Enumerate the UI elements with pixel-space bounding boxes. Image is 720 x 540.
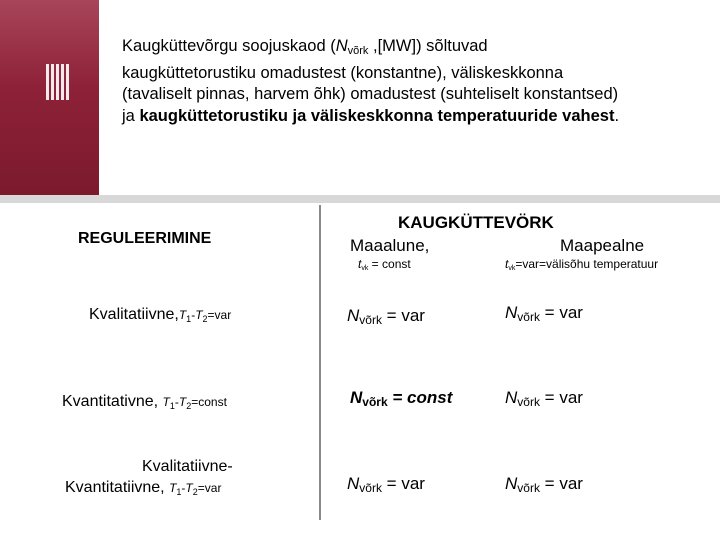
header-divider: [0, 195, 720, 203]
row-combined-label-line1: Kvalitatiivne-: [142, 458, 233, 475]
underground-temp-note: $t_{vk}$ = const: [358, 257, 411, 272]
row-quality-underground: $N_{võrk}$ = var: [347, 306, 425, 327]
university-logo-icon: [46, 64, 68, 100]
row-quantity-underground: $N_{võrk}$ = const: [350, 388, 453, 409]
aboveground-temp-note: $t_{vk}=var=välisõhu$ temperatuur: [505, 257, 659, 272]
row-quantity-label: Kvantitativne, $T_1-T_2=const$: [62, 393, 227, 411]
column-aboveground: Maapealne: [560, 236, 645, 255]
row-quality-label: $Kvalitatiivne,T_1-T_2=var$: [89, 306, 232, 324]
accent-bar: [0, 0, 99, 195]
intro-text: Kaugküttevõrgu soojuskaod ($N_{võrk}$ ,[MW]) sõltuvad kaugküttetorustiku omadustest (konstantne), väliskeskkonna (tavaliselt pinnas, harvem õhk) omadustest (suhteliselt konstantsed) ja kaugküttetorustiku ja väliskeskkonna temperatuuride vahest.: [122, 37, 620, 125]
regulation-header: REGULEERIMINE: [78, 230, 212, 247]
column-underground: Maaalune,: [350, 236, 430, 255]
row-quality-aboveground: $N_{võrk}$ = var: [505, 303, 583, 324]
row-combined-label: Kvantitatiivne, $T_1-T_2=var$: [65, 479, 222, 497]
row-quantity-aboveground: $N_{võrk}$ = var: [505, 388, 583, 409]
row-combined-aboveground: $N_{võrk}$ = var: [505, 474, 583, 495]
column-divider: [319, 205, 321, 520]
row-combined-underground: $N_{võrk}$ = var: [347, 474, 425, 495]
network-header: KAUGKÜTTEVÖRK: [398, 213, 554, 232]
